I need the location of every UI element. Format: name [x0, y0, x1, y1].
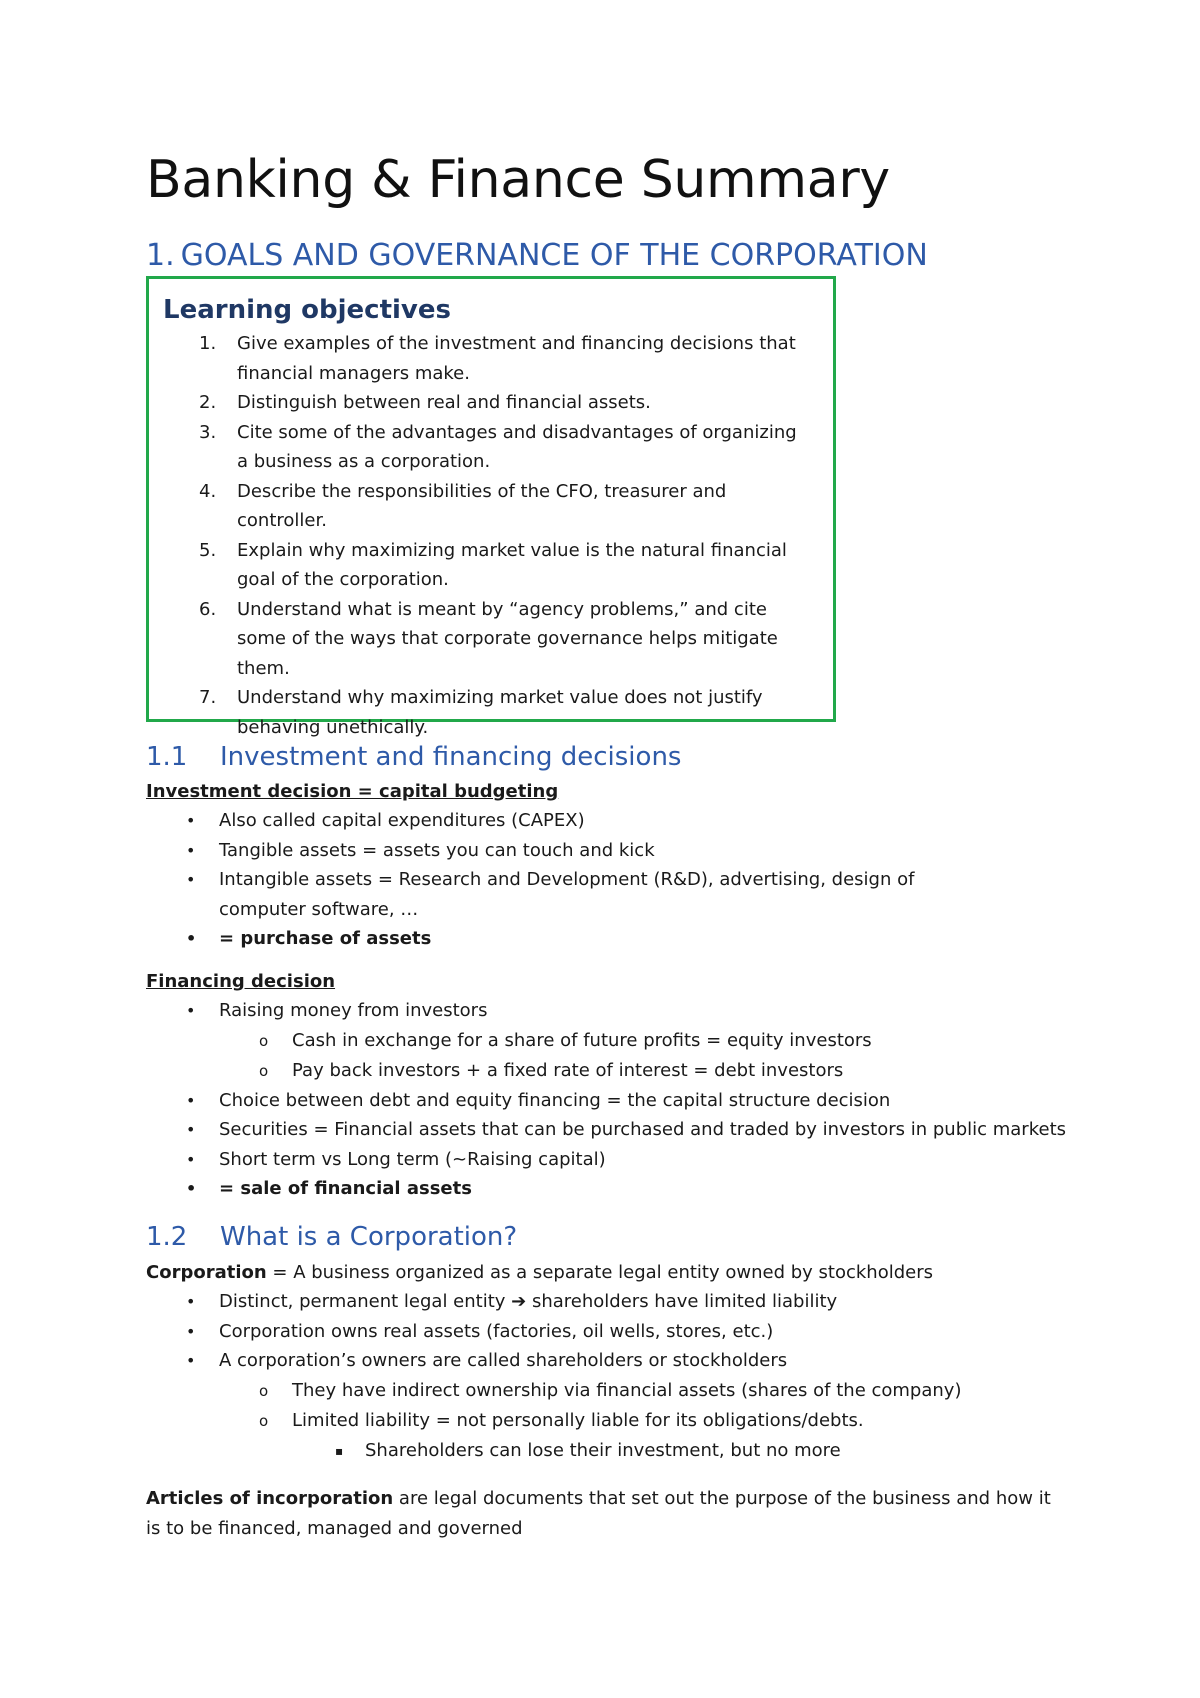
list-item-text: Shareholders can lose their investment, but no more [365, 1439, 841, 1461]
chapter-number: 1. [146, 238, 175, 273]
objective-item [149, 477, 809, 536]
investment-bullet-list [146, 806, 1066, 954]
definition-text: = A business organized as a separate legal entity owned by stockholders [266, 1262, 933, 1283]
bullet-marker: • [186, 1321, 196, 1341]
list-item [146, 1346, 1066, 1466]
objective-text: Explain why maximizing market value is the natural financial goal of the corporation. [237, 539, 787, 590]
sub-list-item [219, 1056, 1066, 1086]
list-item [146, 836, 1066, 866]
section-title: Investment and financing decisions [220, 742, 682, 772]
objective-item [149, 388, 809, 418]
sub-list-item [219, 1406, 1066, 1466]
list-item-text: Distinct, permanent legal entity [219, 1291, 512, 1312]
circle-marker: o [259, 1031, 269, 1050]
list-item-text: Choice between debt and equity financing = the capital structure decision [219, 1089, 891, 1111]
bullet-marker: • [186, 870, 196, 889]
list-item-text: shareholders have limited liability [526, 1291, 838, 1312]
bullet-marker: • [186, 929, 197, 948]
list-item [146, 1317, 1066, 1347]
objective-number: 3. [199, 421, 217, 443]
list-item-text: They have indirect ownership via financial assets (shares of the company) [292, 1379, 962, 1401]
bullet-marker: • [186, 1149, 196, 1169]
chapter-title: GOALS AND GOVERNANCE OF THE CORPORATION [180, 238, 928, 273]
sub-list-item [219, 1376, 1066, 1406]
objective-item [149, 536, 809, 595]
bullet-marker: • [186, 1179, 197, 1198]
learning-objectives-heading: Learning objectives [163, 295, 451, 325]
bullet-marker: • [186, 811, 196, 830]
document-title: Banking & Finance Summary [146, 150, 890, 210]
bullet-marker: • [186, 1351, 196, 1370]
list-item-text: Raising money from investors [219, 1000, 488, 1021]
circle-marker: o [259, 1061, 269, 1080]
list-item-text: Pay back investors + a fixed rate of interest = debt investors [292, 1059, 844, 1081]
section-number: 1.1 [146, 742, 188, 772]
objective-number: 1. [199, 333, 217, 354]
bullet-marker: • [186, 1001, 196, 1020]
section-number: 1.2 [146, 1222, 188, 1252]
definition-text: are legal documents that set out the purpose of the business and how it is to be financed, managed and governed [146, 1488, 1051, 1539]
objective-text: Understand what is meant by “agency problems,” and cite some of the ways that corporate governance helps mitigate them. [237, 598, 778, 679]
list-item [146, 806, 1066, 836]
circle-marker: o [259, 1381, 269, 1400]
list-item-text: Short term vs Long term (~Raising capital) [219, 1148, 606, 1170]
objective-item [149, 329, 809, 388]
list-item-text: Limited liability = not personally liable for its obligations/debts. [292, 1409, 864, 1431]
list-item [146, 924, 1066, 954]
liability-sub-list [292, 1436, 1066, 1466]
objective-text: Distinguish between real and financial assets. [237, 392, 651, 413]
objective-number: 7. [199, 687, 217, 708]
list-item [146, 1115, 1066, 1145]
articles-of-incorporation-paragraph [146, 1484, 1066, 1543]
objective-text: Give examples of the investment and financing decisions that financial managers make. [237, 333, 796, 384]
section-heading-1-2 [146, 1220, 517, 1254]
learning-objectives-list [149, 329, 809, 742]
financing-bullet-list [146, 996, 1066, 1204]
section-title: What is a Corporation? [220, 1222, 518, 1252]
circle-marker: o [259, 1411, 269, 1430]
definition-term: Articles of incorporation [146, 1488, 394, 1509]
objective-text: Cite some of the advantages and disadvantages of organizing a business as a corporation. [237, 421, 797, 472]
corporation-bullet-list [146, 1287, 1066, 1466]
corporation-sub-list [219, 1376, 1066, 1466]
financing-sub-list [219, 1026, 1066, 1086]
section-heading-1-1 [146, 740, 681, 774]
objective-item [149, 683, 809, 742]
definition-term: Corporation [146, 1262, 267, 1283]
list-item-text: Intangible assets = Research and Development (R&D), advertising, design of computer software, … [219, 869, 915, 920]
corporation-definition [146, 1258, 1066, 1288]
objective-number: 2. [199, 392, 217, 413]
bullet-marker: • [186, 1090, 196, 1110]
objective-number: 5. [199, 539, 217, 561]
list-item [146, 1145, 1066, 1175]
chapter-heading [146, 236, 928, 276]
objective-item [149, 418, 809, 477]
list-item [146, 996, 1066, 1086]
list-item [146, 865, 1066, 924]
square-marker: ▪ [335, 1443, 344, 1458]
list-item-text: A corporation’s owners are called shareholders or stockholders [219, 1350, 788, 1371]
list-item [146, 1287, 1066, 1317]
bullet-marker: • [186, 840, 196, 860]
list-item-text: Corporation owns real assets (factories, oil wells, stores, etc.) [219, 1320, 774, 1342]
financing-decision-heading: Financing decision [146, 971, 336, 992]
list-item-text: Securities = Financial assets that can be purchased and traded by investors in public markets [219, 1119, 1067, 1140]
list-item-text: = purchase of assets [219, 928, 432, 949]
list-item-text: = sale of financial assets [219, 1178, 472, 1199]
sub-list-item [219, 1026, 1066, 1056]
objective-text: Understand why maximizing market value does not justify behaving unethically. [237, 687, 763, 738]
objective-number: 6. [199, 598, 217, 620]
learning-objectives-box [146, 276, 836, 738]
objective-item [149, 595, 809, 684]
investment-decision-heading: Investment decision = capital budgeting [146, 781, 559, 802]
list-item-text: Also called capital expenditures (CAPEX) [219, 810, 585, 831]
right-arrow-icon: ➔ [511, 1291, 527, 1312]
list-item [146, 1086, 1066, 1116]
sub-sub-list-item [292, 1436, 1066, 1466]
objective-number: 4. [199, 480, 217, 502]
list-item-text: Cash in exchange for a share of future profits = equity investors [292, 1029, 872, 1051]
bullet-marker: • [186, 1292, 196, 1311]
objective-text: Describe the responsibilities of the CFO, treasurer and controller. [237, 480, 727, 531]
list-item-text: Tangible assets = assets you can touch and kick [219, 839, 655, 861]
list-item [146, 1174, 1066, 1204]
bullet-marker: • [186, 1120, 196, 1139]
